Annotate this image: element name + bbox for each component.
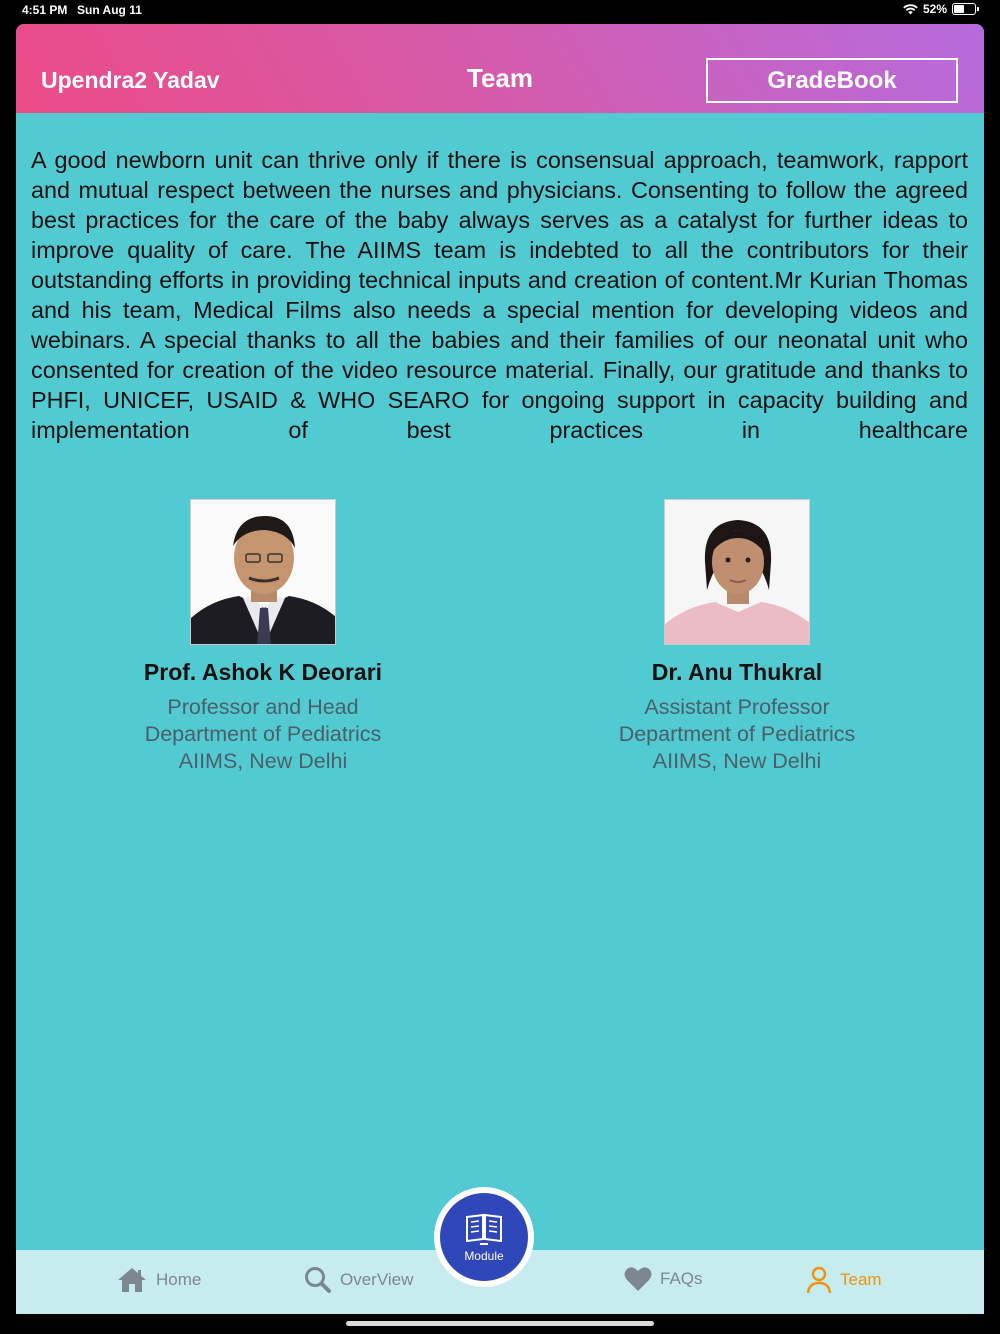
status-time: 4:51 PM [22,3,68,17]
intro-text: A good newborn unit can thrive only if there is consensual approach, teamwork, rapport and mutual respect between the nurses and physicians. Consenting to follow the agreed best practices for the care of the baby always serves as a catalyst for further ideas to improve quality of care. The AIIMS team is indebted to all the contributors for their outstanding efforts in providing technical inputs and creation of content.Mr Kurian Thomas and his team, Medical Films also needs a special mention for developing videos and webinars. A special thanks to all the babies and their families of our neonatal unit who consented for creation of the video resource material. Finally, our gratitude and thanks to PHFI, UNICEF, USAID & WHO SEARO for ongoing support in capacity building and implementation of best practices in healthcare [31,147,968,443]
member-photo [664,499,810,645]
book-icon [465,1211,503,1247]
member-name: Dr. Anu Thukral [651,659,823,685]
search-icon [304,1266,332,1294]
tab-home[interactable] [116,1266,201,1294]
home-indicator[interactable] [346,1321,654,1326]
status-date: Sun Aug 11 [77,3,142,17]
member-name: Prof. Ashok K Deorari [143,659,383,685]
battery-icon [952,3,976,15]
module-button[interactable] [434,1187,534,1287]
module-button-inner [440,1193,528,1281]
team-member-card [567,499,907,775]
tab-faqs[interactable] [624,1266,703,1292]
tab-home-label: Home [156,1270,202,1289]
tab-team[interactable] [806,1266,882,1294]
tab-overview-label: OverView [340,1270,414,1289]
man-portrait-image [191,500,336,645]
status-right [903,2,976,16]
home-icon [116,1266,148,1294]
member-institution: AIIMS, New Delhi [652,749,822,773]
team-member-card [93,499,433,775]
member-photo [190,499,336,645]
status-bar [0,0,1000,22]
battery-percent: 52% [922,2,947,16]
tab-faqs-label: FAQs [660,1269,703,1288]
member-title: Assistant Professor [644,695,830,719]
woman-portrait-image [665,500,810,645]
heart-icon [624,1266,652,1292]
tab-overview[interactable] [304,1266,413,1294]
wifi-icon [903,4,918,15]
person-icon [806,1266,832,1294]
member-department: Department of Pediatrics [618,722,856,746]
gradebook-button[interactable]: GradeBook [706,58,958,103]
member-institution: AIIMS, New Delhi [178,749,348,773]
member-title: Professor and Head [167,695,359,719]
header-bar [16,24,984,113]
member-department: Department of Pediatrics [144,722,382,746]
tab-team-label: Team [840,1270,882,1289]
app-screen [16,24,984,1314]
module-label: Module [464,1249,504,1263]
page-title: Team [467,63,533,93]
user-name: Upendra2 Yadav [41,67,220,93]
